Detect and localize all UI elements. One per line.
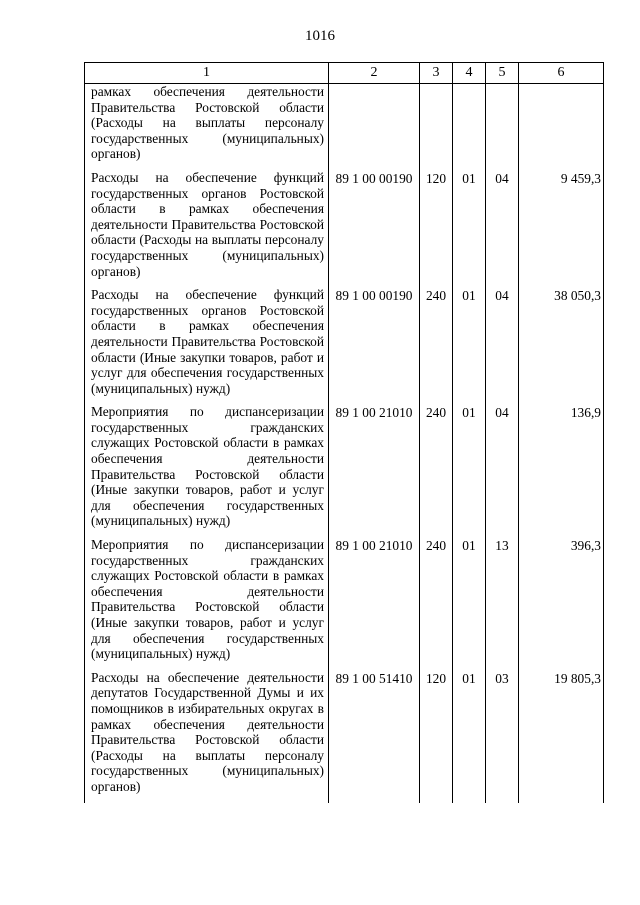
row-target-code: 89 1 00 21010 [329,537,420,670]
row-section: 01 [453,287,486,404]
table-row [85,170,604,287]
row-expense-type: 240 [420,404,453,537]
row-subsection: 04 [486,404,519,537]
row-target-code [329,84,420,170]
row-amount: 38 050,3 [519,287,604,404]
row-target-code: 89 1 00 00190 [329,287,420,404]
row-amount: 9 459,3 [519,170,604,287]
row-expense-type [420,84,453,170]
budget-table [84,62,604,803]
row-target-code: 89 1 00 21010 [329,404,420,537]
row-section: 01 [453,670,486,803]
row-amount: 19 805,3 [519,670,604,803]
row-expense-type: 120 [420,170,453,287]
row-subsection: 04 [486,287,519,404]
table-row [85,287,604,404]
header-col-5: 5 [486,63,519,84]
header-col-6: 6 [519,63,604,84]
row-section: 01 [453,170,486,287]
row-target-code: 89 1 00 51410 [329,670,420,803]
row-description: рамках обеспечения деятельности Правительства Ростовской области (Расходы на выплаты персоналу государственных (муниципальных) органов) [85,84,329,170]
row-subsection: 03 [486,670,519,803]
row-description: Мероприятия по диспансеризации государственных гражданских служащих Ростовской области в рамках обеспечения деятельности Правительства Ростовской области (Иные закупки товаров, работ и услуг для обеспечения государственных (муниципальных) нужд) [85,537,329,670]
row-amount: 396,3 [519,537,604,670]
table-row [85,404,604,537]
row-expense-type: 240 [420,537,453,670]
page-number: 1016 [305,28,335,44]
header-col-2: 2 [329,63,420,84]
row-description: Расходы на обеспечение деятельности депутатов Государственной Думы и их помощников в избирательных округах в рамках обеспечения деятельности Правительства Ростовской области (Расходы на выплаты персоналу государственных (муниципальных) органов) [85,670,329,803]
header-col-4: 4 [453,63,486,84]
row-section [453,84,486,170]
header-col-1: 1 [85,63,329,84]
table-row [85,84,604,170]
table-header-row [85,63,604,84]
row-description: Расходы на обеспечение функций государственных органов Ростовской области в рамках обеспечения деятельности Правительства Ростовской области (Иные закупки товаров, работ и услуг для обеспечения государственных (муниципальных) нужд) [85,287,329,404]
table-row [85,537,604,670]
header-col-3: 3 [420,63,453,84]
row-target-code: 89 1 00 00190 [329,170,420,287]
row-amount: 136,9 [519,404,604,537]
row-section: 01 [453,537,486,670]
row-subsection [486,84,519,170]
table-row [85,670,604,803]
row-description: Расходы на обеспечение функций государственных органов Ростовской области в рамках обеспечения деятельности Правительства Ростовской области (Расходы на выплаты персоналу государственных (муниципальных) органов) [85,170,329,287]
row-subsection: 13 [486,537,519,670]
row-expense-type: 120 [420,670,453,803]
row-description: Мероприятия по диспансеризации государственных гражданских служащих Ростовской области в рамках обеспечения деятельности Правительства Ростовской области (Иные закупки товаров, работ и услуг для обеспечения государственных (муниципальных) нужд) [85,404,329,537]
row-amount [519,84,604,170]
row-subsection: 04 [486,170,519,287]
row-section: 01 [453,404,486,537]
row-expense-type: 240 [420,287,453,404]
